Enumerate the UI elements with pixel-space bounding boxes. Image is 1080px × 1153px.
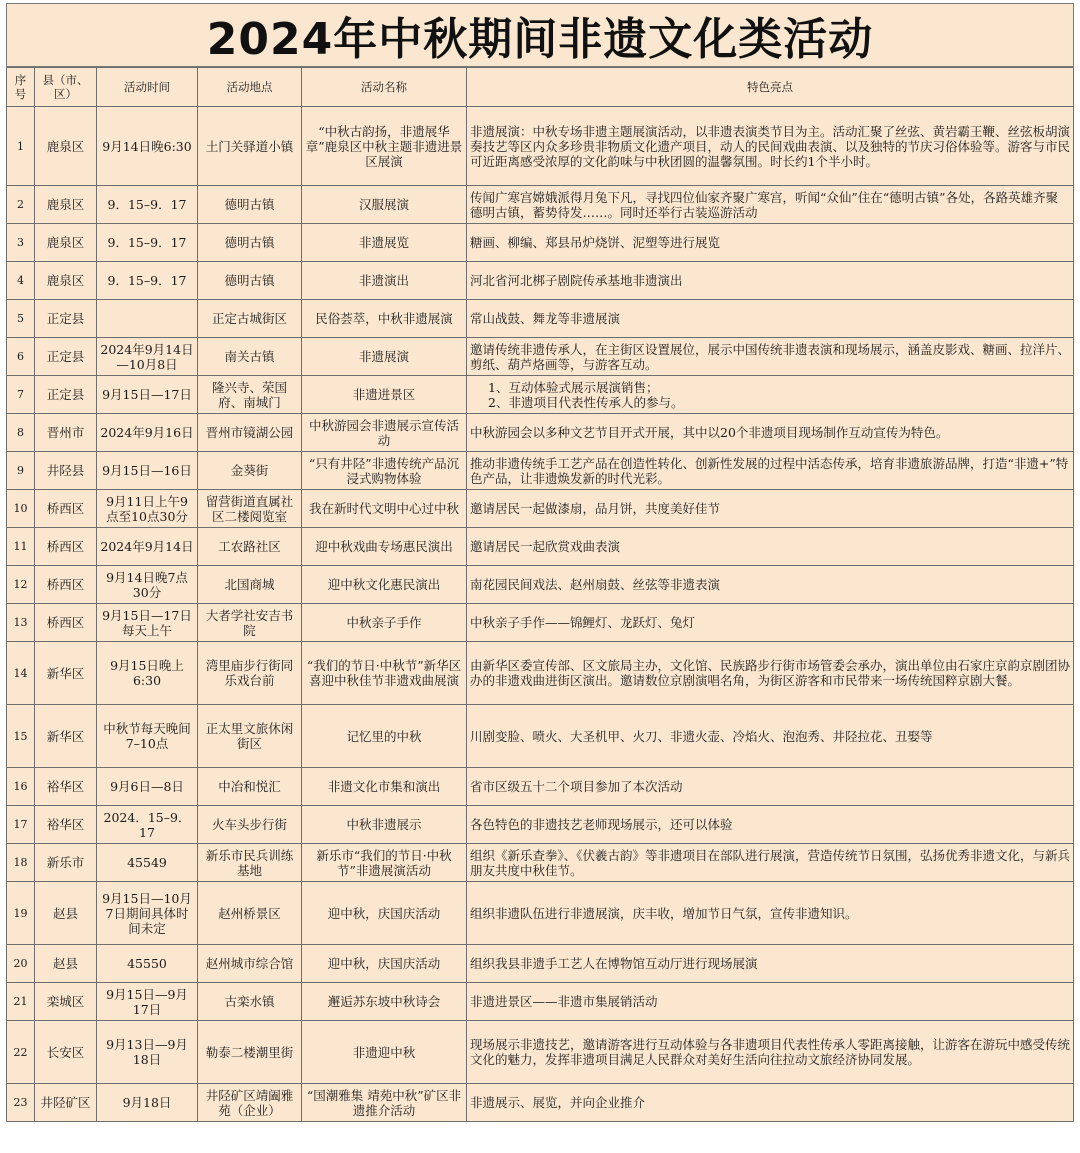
feature-text: 现场展示非遗技艺，邀请游客进行互动体验与各非遗项目代表性传承人零距离接触，让游客在游玩中感受传统文化的魅力，发挥非遗项目满足人民群众对美好生活向往拉动文旅经济协同发展。 <box>470 1037 1071 1067</box>
cell-name: 非遗迎中秋 <box>302 1021 467 1084</box>
cell-place: 湾里庙步行街同乐戏台前 <box>198 642 302 705</box>
cell-county: 新华区 <box>35 705 97 768</box>
table-row <box>7 224 1074 262</box>
table-row <box>7 768 1074 806</box>
cell-time: 9月6日—8日 <box>97 768 198 806</box>
cell-time: 45549 <box>97 844 198 882</box>
feature-text: 河北省河北梆子剧院传承基地非遗演出 <box>470 273 683 288</box>
feature-text: 糖画、柳编、郑县吊炉烧饼、泥塑等进行展览 <box>470 235 721 250</box>
feature-text: 邀请居民一起欣赏戏曲表演 <box>470 539 621 554</box>
cell-name: 邂逅苏东坡中秋诗会 <box>302 983 467 1021</box>
cell-time: 9月14日晚7点30分 <box>97 566 198 604</box>
cell-time: 2024年9月14日—10月8日 <box>97 338 198 376</box>
cell-name: 记忆里的中秋 <box>302 705 467 768</box>
cell-name: 我在新时代文明中心过中秋 <box>302 490 467 528</box>
cell-county: 井陉县 <box>35 452 97 490</box>
activity-table <box>6 67 1074 1122</box>
header-county: 县（市、区） <box>35 68 97 107</box>
cell-name: 民俗荟萃，中秋非遗展演 <box>302 300 467 338</box>
cell-seq: 21 <box>7 983 35 1021</box>
cell-seq: 20 <box>7 945 35 983</box>
cell-name: 非遗进景区 <box>302 376 467 414</box>
cell-feature <box>467 566 1074 604</box>
cell-seq: 18 <box>7 844 35 882</box>
cell-time: 9月11日上午9点至10点30分 <box>97 490 198 528</box>
cell-place: 正定古城街区 <box>198 300 302 338</box>
feature-text: 省市区级五十二个项目参加了本次活动 <box>470 779 683 794</box>
cell-time: 9．15–9．17 <box>97 224 198 262</box>
cell-time: 9．15–9．17 <box>97 262 198 300</box>
table-row <box>7 262 1074 300</box>
cell-feature <box>467 806 1074 844</box>
cell-seq: 22 <box>7 1021 35 1084</box>
cell-county: 新乐市 <box>35 844 97 882</box>
cell-place: 留营街道直属社区二楼阅览室 <box>198 490 302 528</box>
cell-feature <box>467 262 1074 300</box>
cell-county: 正定县 <box>35 300 97 338</box>
cell-county: 桥西区 <box>35 490 97 528</box>
cell-time: 45550 <box>97 945 198 983</box>
cell-feature <box>467 300 1074 338</box>
cell-seq: 4 <box>7 262 35 300</box>
cell-county: 赵县 <box>35 945 97 983</box>
cell-place: 赵州桥景区 <box>198 882 302 945</box>
cell-time: 中秋节每天晚间7–10点 <box>97 705 198 768</box>
cell-name: 迎中秋，庆国庆活动 <box>302 882 467 945</box>
cell-county: 鹿泉区 <box>35 186 97 224</box>
cell-place: 火车头步行街 <box>198 806 302 844</box>
cell-seq: 17 <box>7 806 35 844</box>
cell-place: 晋州市镜湖公园 <box>198 414 302 452</box>
cell-place: 德明古镇 <box>198 262 302 300</box>
table-row <box>7 107 1074 186</box>
feature-text: 南花园民间戏法、赵州扇鼓、丝弦等非遗表演 <box>470 577 721 592</box>
cell-feature <box>467 338 1074 376</box>
cell-name: 非遗文化市集和演出 <box>302 768 467 806</box>
cell-place: 工农路社区 <box>198 528 302 566</box>
feature-text: 邀请居民一起做漆扇，品月饼，共度美好佳节 <box>470 501 721 516</box>
feature-text: 非遗展示、展览，并向企业推介 <box>470 1095 646 1110</box>
feature-text: 由新华区委宣传部、区文旅局主办，文化馆、民族路步行街市场管委会承办，演出单位由石家庄京韵京剧团协办的非遗戏曲进街区演出。邀请数位京剧演唱名角，为街区游客和市民带来一场传统国粹京剧大餐。 <box>470 658 1071 688</box>
cell-seq: 1 <box>7 107 35 186</box>
cell-name: 汉服展演 <box>302 186 467 224</box>
cell-county: 桥西区 <box>35 604 97 642</box>
cell-time: 9月18日 <box>97 1084 198 1122</box>
cell-county: 正定县 <box>35 338 97 376</box>
feature-text: 组织我县非遗手工艺人在博物馆互动厅进行现场展演 <box>470 956 758 971</box>
cell-name: 非遗展演 <box>302 338 467 376</box>
cell-county: 裕华区 <box>35 768 97 806</box>
cell-place: 勒泰二楼潮里街 <box>198 1021 302 1084</box>
cell-place: 中冶和悦汇 <box>198 768 302 806</box>
feature-text: 传闻广寒宫嫦娥派得月兔下凡，寻找四位仙家齐聚广寒宫，听闻“众仙”住在“德明古镇”各处，各路英雄齐聚德明古镇，蓄势待发……。同时还举行古装巡游活动 <box>470 189 1059 220</box>
header-name: 活动名称 <box>302 68 467 107</box>
cell-time <box>97 300 198 338</box>
cell-name: 中秋亲子手作 <box>302 604 467 642</box>
cell-name: 迎中秋，庆国庆活动 <box>302 945 467 983</box>
cell-county: 新华区 <box>35 642 97 705</box>
cell-name: 中秋游园会非遗展示宣传活动 <box>302 414 467 452</box>
cell-name: 迎中秋文化惠民演出 <box>302 566 467 604</box>
feature-text: 组织《新乐查拳》、《伏羲古韵》等非遗项目在部队进行展演，营造传统节日氛围，弘扬优秀非遗文化，与新兵朋友共度中秋佳节。 <box>470 847 1071 878</box>
cell-feature <box>467 224 1074 262</box>
cell-time: 9月14日晚6:30 <box>97 107 198 186</box>
cell-place: 大者学社安吉书院 <box>198 604 302 642</box>
cell-seq: 23 <box>7 1084 35 1122</box>
table-row <box>7 882 1074 945</box>
cell-name: 中秋非遗展示 <box>302 806 467 844</box>
cell-seq: 16 <box>7 768 35 806</box>
cell-seq: 14 <box>7 642 35 705</box>
table-row <box>7 983 1074 1021</box>
cell-seq: 13 <box>7 604 35 642</box>
header-seq: 序号 <box>7 68 35 107</box>
cell-time: 2024．15–9．17 <box>97 806 198 844</box>
cell-seq: 15 <box>7 705 35 768</box>
cell-time: 9月13日—9月18日 <box>97 1021 198 1084</box>
cell-time: 9．15–9．17 <box>97 186 198 224</box>
cell-name: 非遗演出 <box>302 262 467 300</box>
cell-feature <box>467 945 1074 983</box>
cell-place: 赵州城市综合馆 <box>198 945 302 983</box>
table-row <box>7 945 1074 983</box>
table-row <box>7 1021 1074 1084</box>
feature-text: 2、非遗项目代表性传承人的参与。 <box>488 394 684 410</box>
feature-text: 推动非遗传统手工艺产品在创造性转化、创新性发展的过程中活态传承，培育非遗旅游品牌，打造“非遗+”特色产品，让非遗焕发新的时代光彩。 <box>470 455 1069 486</box>
feature-text: 中秋游园会以多种文艺节目开式开展，其中以20个非遗项目现场制作互动宣传为特色。 <box>470 425 949 440</box>
cell-seq: 6 <box>7 338 35 376</box>
cell-feature <box>467 882 1074 945</box>
cell-county: 鹿泉区 <box>35 107 97 186</box>
cell-feature <box>467 490 1074 528</box>
table-row <box>7 806 1074 844</box>
header-time: 活动时间 <box>97 68 198 107</box>
cell-name: “中秋古韵扬，非遗展华章”鹿泉区中秋主题非遗进景区展演 <box>302 107 467 186</box>
feature-text: 1、互动体验式展示展演销售； <box>488 379 659 395</box>
cell-feature <box>467 414 1074 452</box>
cell-county: 桥西区 <box>35 566 97 604</box>
table-row <box>7 490 1074 528</box>
table-row <box>7 844 1074 882</box>
table-row <box>7 186 1074 224</box>
cell-time: 9月15日—16日 <box>97 452 198 490</box>
feature-text: 中秋亲子手作——锦鲤灯、龙跃灯、兔灯 <box>470 615 696 630</box>
cell-feature <box>467 844 1074 882</box>
cell-feature <box>467 107 1074 186</box>
cell-feature <box>467 1021 1074 1084</box>
cell-place: 土门关驿道小镇 <box>198 107 302 186</box>
cell-county: 桥西区 <box>35 528 97 566</box>
cell-feature <box>467 768 1074 806</box>
table-row <box>7 528 1074 566</box>
cell-name: “只有井陉”非遗传统产品沉浸式购物体验 <box>302 452 467 490</box>
cell-seq: 10 <box>7 490 35 528</box>
cell-seq: 9 <box>7 452 35 490</box>
cell-feature <box>467 642 1074 705</box>
cell-county: 晋州市 <box>35 414 97 452</box>
cell-feature <box>467 376 1074 414</box>
table-row <box>7 300 1074 338</box>
cell-seq: 8 <box>7 414 35 452</box>
cell-county: 井陉矿区 <box>35 1084 97 1122</box>
cell-county: 长安区 <box>35 1021 97 1084</box>
cell-name: “国潮雅集 靖苑中秋”矿区非遗推介活动 <box>302 1084 467 1122</box>
table-row <box>7 1084 1074 1122</box>
cell-county: 正定县 <box>35 376 97 414</box>
cell-seq: 5 <box>7 300 35 338</box>
feature-text: 各色特色的非遗技艺老师现场展示，还可以体验 <box>470 817 733 832</box>
cell-feature <box>467 528 1074 566</box>
table-row <box>7 705 1074 768</box>
cell-place: 德明古镇 <box>198 224 302 262</box>
cell-place: 金葵街 <box>198 452 302 490</box>
cell-seq: 7 <box>7 376 35 414</box>
cell-time: 9月15日—17日 <box>97 376 198 414</box>
cell-time: 9月15日—17日每天上午 <box>97 604 198 642</box>
table-row <box>7 338 1074 376</box>
feature-text: 非遗进景区——非遗市集展销活动 <box>470 994 658 1009</box>
cell-feature <box>467 452 1074 490</box>
cell-feature <box>467 1084 1074 1122</box>
feature-text: 邀请传统非遗传承人，在主街区设置展位，展示中国传统非遗表演和现场展示，涵盖皮影戏、糖画、拉洋片、剪纸、葫芦烙画等，与游客互动。 <box>470 341 1071 372</box>
cell-place: 隆兴寺、荣国府、南城门 <box>198 376 302 414</box>
cell-seq: 19 <box>7 882 35 945</box>
cell-place: 古栾水镇 <box>198 983 302 1021</box>
cell-time: 2024年9月16日 <box>97 414 198 452</box>
cell-place: 南关古镇 <box>198 338 302 376</box>
cell-seq: 2 <box>7 186 35 224</box>
cell-time: 9月15日晚上6:30 <box>97 642 198 705</box>
feature-text: 组织非遗队伍进行非遗展演，庆丰收，增加节日气氛，宣传非遗知识。 <box>470 905 858 921</box>
table-row <box>7 604 1074 642</box>
table-row <box>7 566 1074 604</box>
cell-feature <box>467 705 1074 768</box>
cell-county: 栾城区 <box>35 983 97 1021</box>
feature-text: 非遗展演：中秋专场非遗主题展演活动，以非遗表演类节目为主。活动汇聚了丝弦、黄岩霸王鞭、丝弦板胡演奏技艺等区内众多珍贵非物质文化遗产项目，动人的民间戏曲表演、以及独特的节庆习俗体验等。游客与市民可近距离感受浓厚的文化韵味与中秋团圆的温馨氛围。时长约1个半小时。 <box>470 123 1071 169</box>
table-row <box>7 376 1074 414</box>
cell-time: 9月15日—9月17日 <box>97 983 198 1021</box>
feature-text: 常山战鼓、舞龙等非遗展演 <box>470 311 621 326</box>
cell-seq: 11 <box>7 528 35 566</box>
feature-text: 川剧变脸、喷火、大圣机甲、火刀、非遗火壶、冷焰火、泡泡秀、井陉拉花、丑娶等 <box>470 728 933 744</box>
cell-place: 新乐市民兵训练基地 <box>198 844 302 882</box>
header-place: 活动地点 <box>198 68 302 107</box>
cell-county: 鹿泉区 <box>35 224 97 262</box>
cell-time: 2024年9月14日 <box>97 528 198 566</box>
table-header-row <box>7 68 1074 107</box>
cell-county: 赵县 <box>35 882 97 945</box>
cell-feature <box>467 604 1074 642</box>
cell-place: 德明古镇 <box>198 186 302 224</box>
cell-place: 北国商城 <box>198 566 302 604</box>
cell-county: 裕华区 <box>35 806 97 844</box>
cell-seq: 12 <box>7 566 35 604</box>
cell-name: 非遗展览 <box>302 224 467 262</box>
cell-time: 9月15日—10月7日期间具体时间未定 <box>97 882 198 945</box>
table-row <box>7 414 1074 452</box>
cell-name: 新乐市“我们的节日·中秋节”非遗展演活动 <box>302 844 467 882</box>
cell-name: “我们的节日·中秋节”新华区喜迎中秋佳节非遗戏曲展演 <box>302 642 467 705</box>
cell-feature <box>467 983 1074 1021</box>
cell-place: 井陉矿区靖阖雅苑（企业） <box>198 1084 302 1122</box>
cell-feature <box>467 186 1074 224</box>
table-row <box>7 642 1074 705</box>
cell-name: 迎中秋戏曲专场惠民演出 <box>302 528 467 566</box>
cell-place: 正太里文旅休闲街区 <box>198 705 302 768</box>
cell-county: 鹿泉区 <box>35 262 97 300</box>
cell-seq: 3 <box>7 224 35 262</box>
header-feature: 特色亮点 <box>467 68 1074 107</box>
page-title: 2024年中秋期间非遗文化类活动 <box>6 3 1074 67</box>
table-row <box>7 452 1074 490</box>
